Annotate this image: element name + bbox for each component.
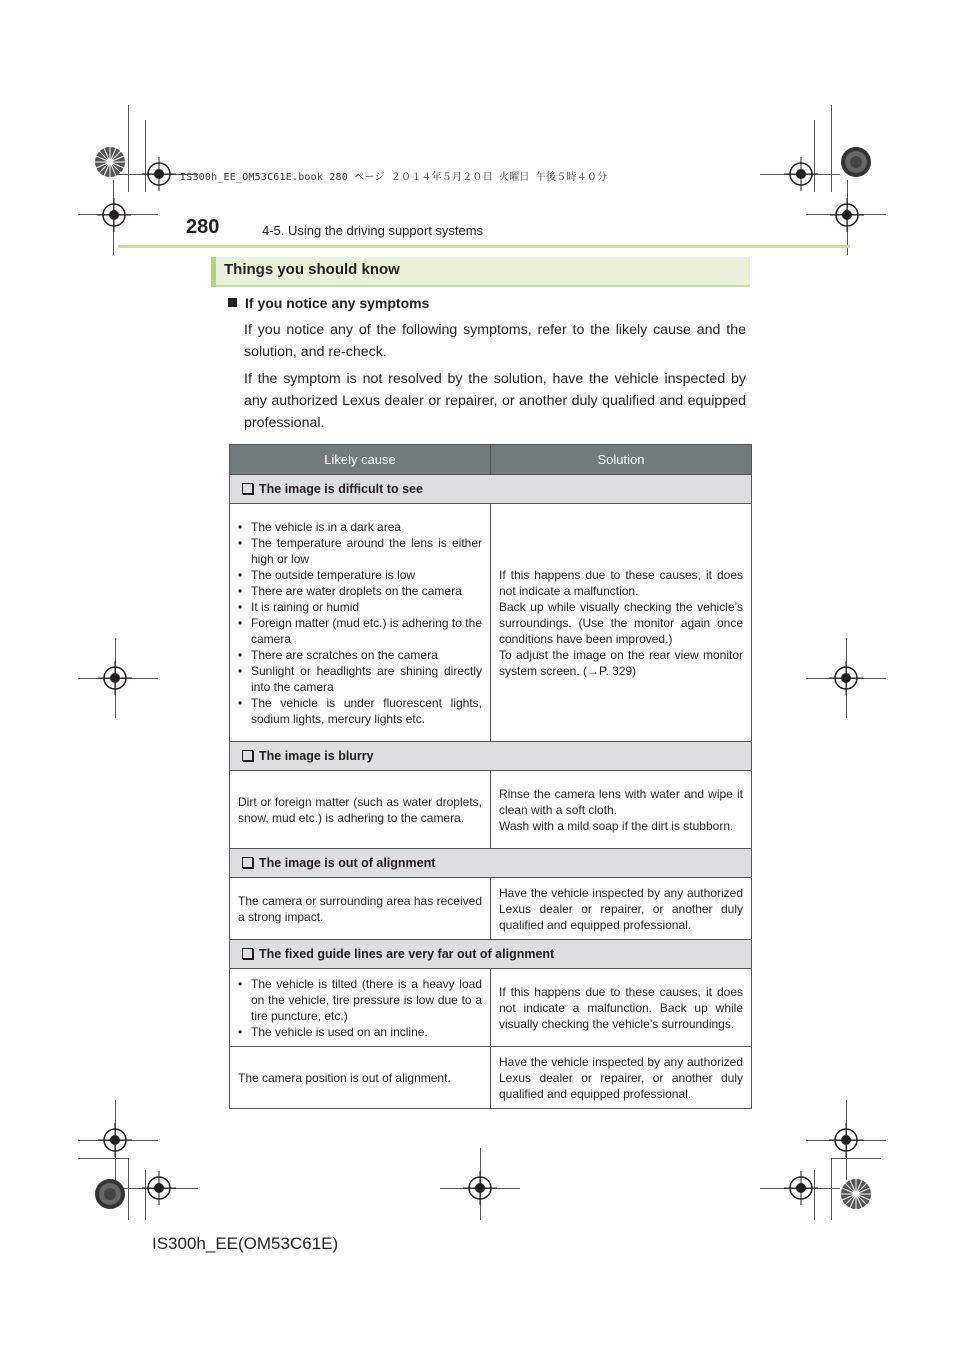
registration-mark-icon	[98, 661, 132, 695]
checkbox-bullet-icon	[242, 483, 253, 494]
paragraph: If the symptom is not resolved by the solution, have the vehicle inspected by any authorized Lexus dealer or repairer, or another duly qualified and equipped professional.	[244, 371, 746, 431]
registration-mark-icon	[142, 157, 176, 191]
info-box-header	[211, 257, 750, 287]
solution-text: If this happens due to these causes, it does not indicate a malfunction.	[499, 567, 743, 598]
list-item: • It is raining or humid	[238, 599, 482, 615]
registration-mark-icon	[829, 661, 863, 695]
cause-cell	[230, 504, 491, 742]
list-item: • There are water droplets on the camera	[238, 583, 482, 599]
category-row	[230, 940, 752, 969]
table-row	[230, 969, 752, 1047]
category-label: The fixed guide lines are very far out of alignment	[259, 947, 555, 961]
registration-mark-icon	[97, 198, 131, 232]
list-item: • There are scratches on the camera	[238, 647, 482, 663]
list-item: • The outside temperature is low	[238, 567, 482, 583]
cause-list	[238, 976, 482, 1040]
solution-cell: Have the vehicle inspected by any authorized Lexus dealer or repairer, or another duly qualified and equipped professional.	[491, 878, 752, 940]
registration-mark-icon	[463, 1171, 497, 1205]
book-file-info: IS300h_EE_OM53C61E.book 280 ページ ２０１４年５月２０日 火曜日 午後５時４０分	[180, 172, 608, 183]
category-row	[230, 849, 752, 878]
subsection-heading	[228, 295, 429, 311]
solution-cell: If this happens due to these causes, it does not indicate a malfunction. Back up while visually checking the vehicle’s surroundings.	[491, 969, 752, 1047]
column-header-cause: Likely cause	[230, 445, 491, 475]
table-row	[230, 878, 752, 940]
category-label: The image is out of alignment	[259, 856, 436, 870]
category-row	[230, 475, 752, 504]
color-dial-mark-icon	[94, 146, 126, 178]
solution-text: To adjust the image on the rear view monitor system screen. (→P. 329)	[499, 647, 743, 678]
list-item: • The vehicle is in a dark area	[238, 519, 482, 535]
list-item: • The vehicle is used on an incline.	[238, 1024, 482, 1040]
registration-mark-icon	[784, 157, 818, 191]
cause-cell: The camera position is out of alignment.	[230, 1047, 491, 1109]
checkbox-bullet-icon	[242, 857, 253, 868]
page-number: 280	[186, 216, 220, 238]
cause-cell: Dirt or foreign matter (such as water droplets, snow, mud etc.) is adhering to the camera.	[230, 771, 491, 849]
list-item: • Sunlight or headlights are shining directly into the camera	[238, 663, 482, 695]
solution-text: Wash with a mild soap if the dirt is stubborn.	[499, 818, 734, 833]
cause-cell	[230, 969, 491, 1047]
section-title: 4-5. Using the driving support systems	[262, 223, 484, 238]
cause-cell: The camera or surrounding area has received a strong impact.	[230, 878, 491, 940]
cause-list	[238, 519, 482, 727]
table-header-row	[230, 445, 752, 475]
registration-mark-icon	[142, 1171, 176, 1205]
list-item: • The vehicle is under fluorescent lights, sodium lights, mercury lights etc.	[238, 695, 482, 727]
color-dial-mark-icon	[840, 1178, 872, 1210]
solution-cell	[491, 771, 752, 849]
list-item: • The vehicle is tilted (there is a heavy load on the vehicle, tire pressure is low due to a tire puncture, etc.)	[238, 976, 482, 1024]
category-label: The image is difficult to see	[259, 482, 423, 496]
registration-mark-icon	[98, 1123, 132, 1157]
solution-cell: Have the vehicle inspected by any authorized Lexus dealer or repairer, or another duly qualified and equipped professional.	[491, 1047, 752, 1109]
checkbox-bullet-icon	[242, 750, 253, 761]
solution-text: Rinse the camera lens with water and wipe it clean with a soft cloth.	[499, 786, 743, 817]
column-header-solution: Solution	[491, 445, 752, 475]
paragraph: If you notice any of the following symptoms, refer to the likely cause and the solution, and re-check.	[244, 322, 746, 360]
header-rule	[118, 245, 850, 248]
list-item: • The temperature around the lens is either high or low	[238, 535, 482, 567]
registration-mark-icon	[830, 198, 864, 232]
checkbox-bullet-icon	[242, 948, 253, 959]
symptom-table	[229, 444, 752, 1109]
info-box-stripe	[211, 257, 216, 287]
table-row	[230, 1047, 752, 1109]
subsection-heading-text: If you notice any symptoms	[245, 295, 430, 311]
list-item: • Foreign matter (mud etc.) is adhering to the camera	[238, 615, 482, 647]
category-label: The image is blurry	[259, 749, 374, 763]
table-row	[230, 771, 752, 849]
color-dial-mark-icon	[94, 1178, 126, 1210]
registration-mark-icon	[829, 1123, 863, 1157]
info-box-title: Things you should know	[224, 261, 400, 278]
registration-mark-icon	[784, 1171, 818, 1205]
category-row	[230, 742, 752, 771]
color-dial-mark-icon	[840, 146, 872, 178]
table-row	[230, 504, 752, 742]
square-bullet-icon	[228, 298, 237, 307]
solution-text: Back up while visually checking the vehicle’s surroundings. (Use the monitor again once conditions have been improved.)	[499, 599, 743, 646]
solution-cell	[491, 504, 752, 742]
footer-manual-code: IS300h_EE(OM53C61E)	[152, 1234, 339, 1253]
